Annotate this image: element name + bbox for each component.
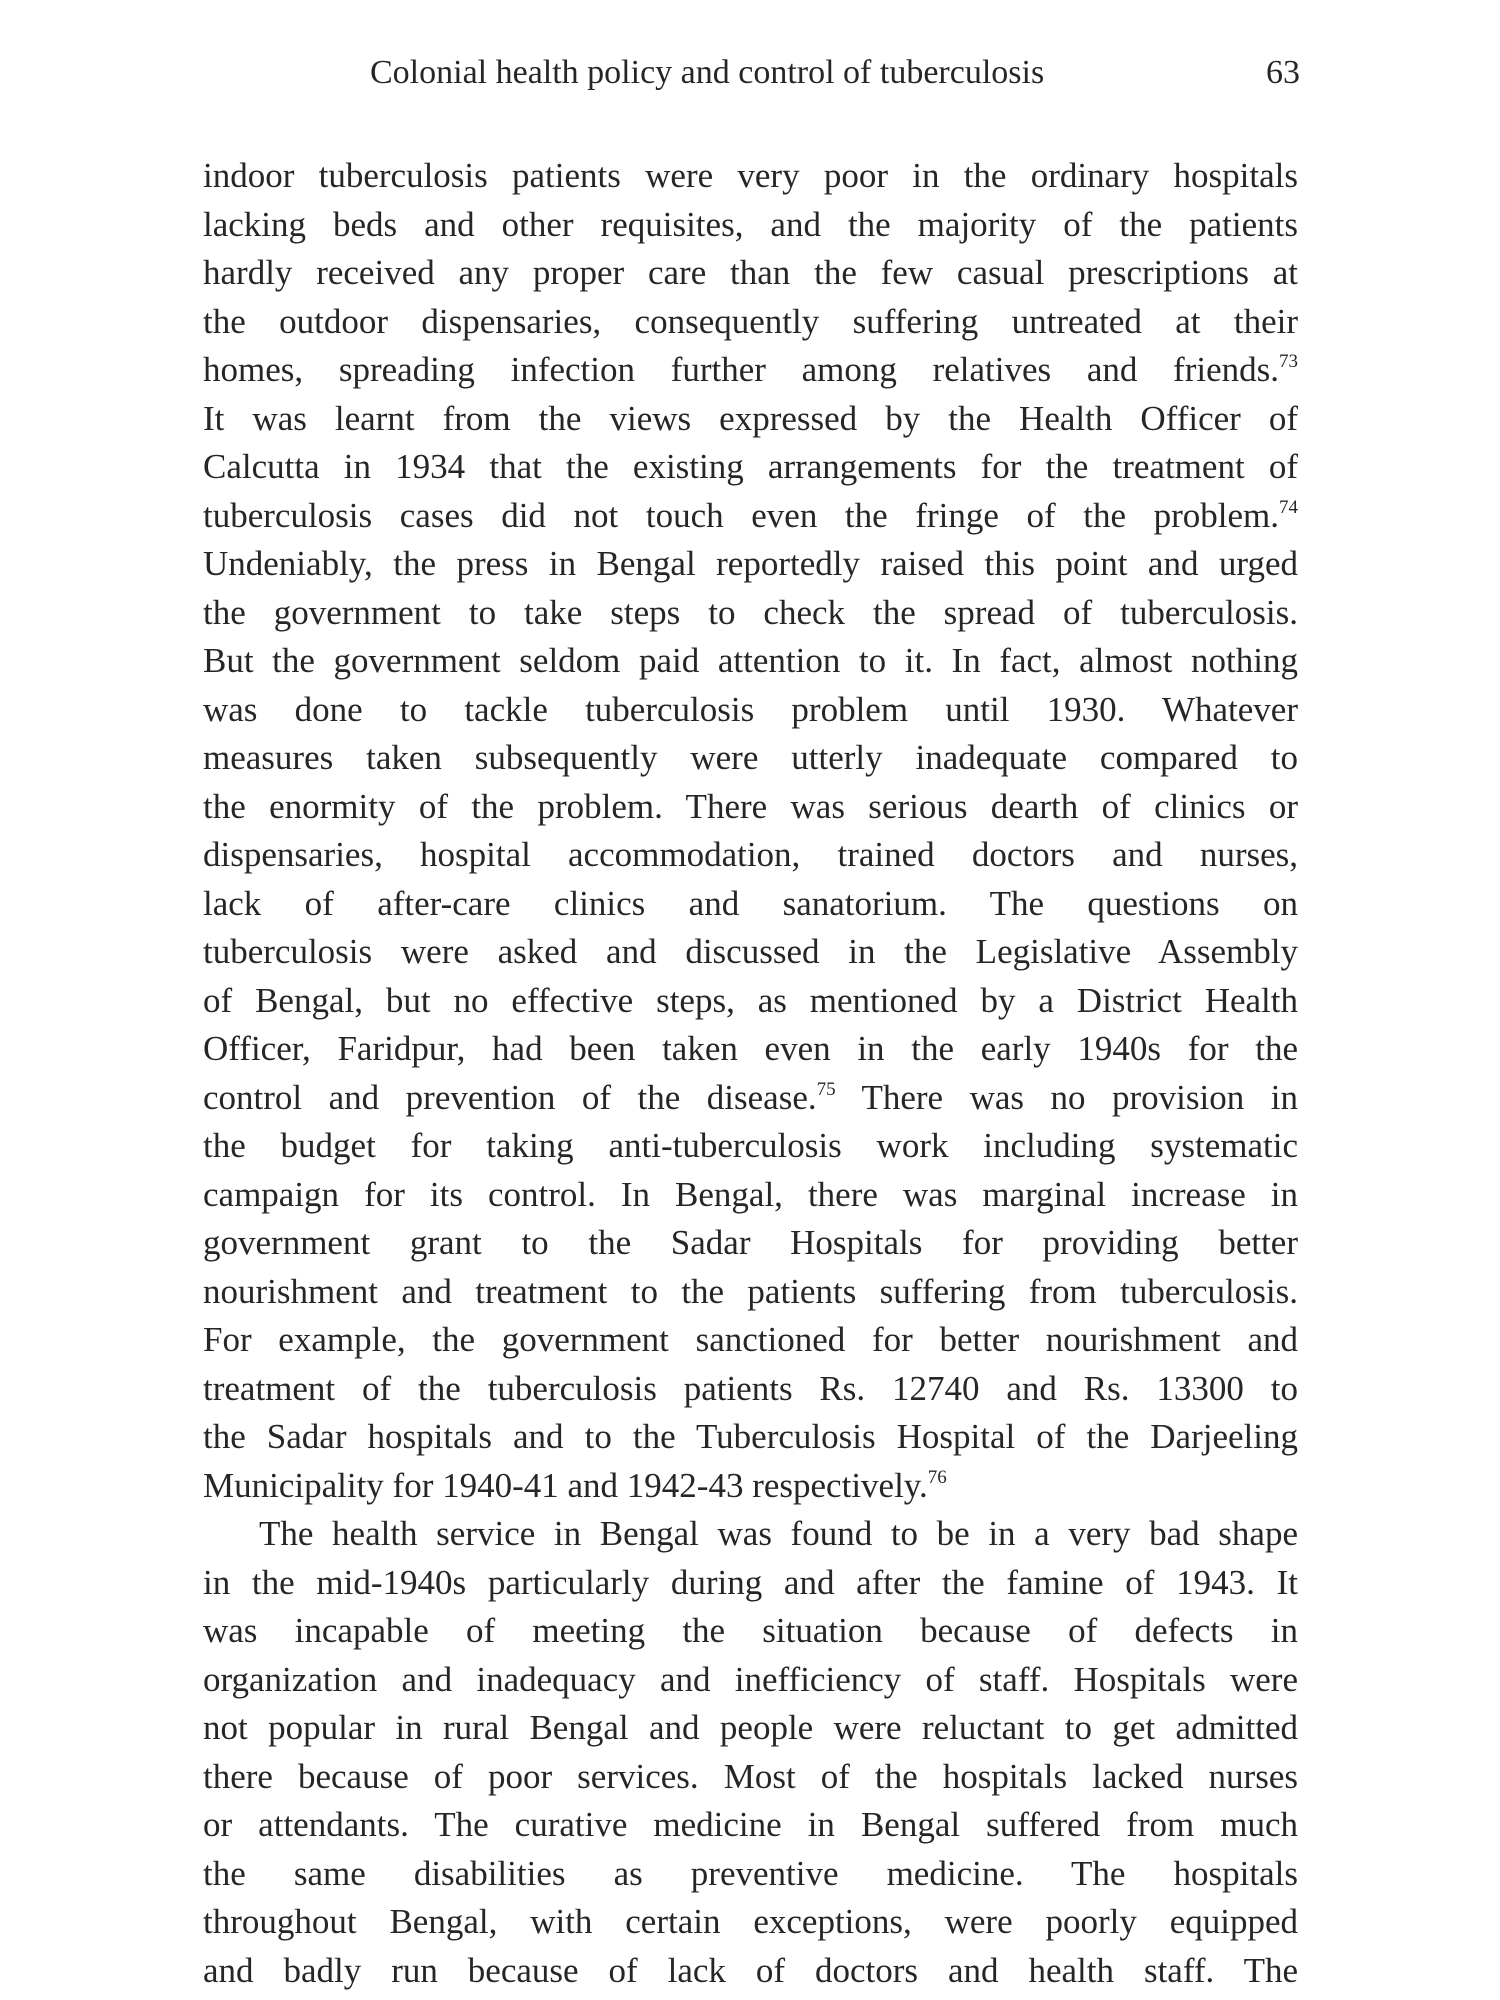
text-line xyxy=(203,249,1298,298)
text-line xyxy=(203,395,1298,444)
text-segment: dispensaries, hospital accommodation, trained doctors and nurses, xyxy=(203,835,1298,874)
text-line xyxy=(203,1413,1298,1462)
text-segment: lack of after-care clinics and sanatorium. The questions on xyxy=(203,883,1298,923)
text-line xyxy=(203,1801,1298,1850)
text-line xyxy=(203,1898,1298,1947)
text-segment: organization and inadequacy and inefficiency of staff. Hospitals were xyxy=(203,1659,1298,1699)
text-segment: throughout Bengal, with certain exceptions, were poorly equipped xyxy=(203,1902,1298,1941)
text-segment: not popular in rural Bengal and people were reluctant to get admitted xyxy=(203,1708,1298,1747)
text-segment: campaign for its control. In Bengal, there was marginal increase in xyxy=(203,1174,1298,1214)
text-line xyxy=(203,443,1298,492)
footnote-ref: 76 xyxy=(927,1466,947,1488)
text-line xyxy=(203,540,1298,589)
text-segment: the enormity of the problem. There was serious dearth of clinics or xyxy=(203,786,1298,826)
footnote-ref: 74 xyxy=(1279,496,1298,518)
running-title: Colonial health policy and control of tuberculosis xyxy=(370,54,1045,91)
text-line xyxy=(203,880,1298,929)
text-line xyxy=(203,977,1298,1026)
text-segment: the same disabilities as preventive medicine. The hospitals xyxy=(203,1853,1298,1893)
text-line xyxy=(203,1122,1298,1171)
text-line xyxy=(203,637,1298,686)
text-segment: government grant to the Sadar Hospitals for providing better xyxy=(203,1223,1298,1262)
text-line xyxy=(203,928,1298,977)
text-line xyxy=(203,1947,1298,1996)
text-segment: nourishment and treatment to the patients suffering from tuberculosis. xyxy=(203,1271,1298,1311)
text-segment: Undeniably, the press in Bengal reportedly raised this point and urged xyxy=(203,544,1298,583)
body-text xyxy=(203,152,1298,1995)
footnote-ref: 73 xyxy=(1279,351,1298,372)
text-segment: tuberculosis cases did not touch even the fringe of the problem. xyxy=(203,495,1279,535)
text-segment: control and prevention of the disease. xyxy=(203,1077,817,1117)
text-segment: there because of poor services. Most of the hospitals lacked nurses xyxy=(203,1756,1298,1796)
text-line xyxy=(203,1268,1298,1317)
text-line xyxy=(203,1753,1298,1802)
text-segment: The health service in Bengal was found to be in a very bad shape xyxy=(259,1514,1298,1553)
text-line xyxy=(203,1607,1298,1656)
text-line xyxy=(203,1316,1298,1365)
text-line xyxy=(203,589,1298,638)
text-segment: and badly run because of lack of doctors and health staff. The xyxy=(203,1950,1298,1990)
text-segment: measures taken subsequently were utterly inadequate compared to xyxy=(203,738,1298,777)
text-segment: treatment of the tuberculosis patients Rs. 12740 and Rs. 13300 to xyxy=(203,1368,1298,1408)
text-segment: or attendants. The curative medicine in Bengal suffered from much xyxy=(203,1805,1298,1844)
text-segment: was incapable of meeting the situation because of defects in xyxy=(203,1611,1298,1650)
text-segment: the budget for taking anti-tuberculosis work including systematic xyxy=(203,1126,1298,1165)
footnote-ref: 75 xyxy=(816,1078,836,1100)
page-number: 63 xyxy=(1266,54,1300,91)
text-line xyxy=(203,1510,1298,1559)
text-segment: There was no provision in xyxy=(835,1077,1298,1117)
text-line xyxy=(203,734,1298,783)
text-line xyxy=(203,1025,1298,1074)
text-line xyxy=(203,831,1298,880)
text-segment: Municipality for 1940-41 and 1942-43 respectively. xyxy=(203,1465,928,1505)
text-segment: Calcutta in 1934 that the existing arrangements for the treatment of xyxy=(203,447,1298,486)
text-segment: But the government seldom paid attention to it. In fact, almost nothing xyxy=(203,641,1298,680)
text-segment: was done to tackle tuberculosis problem until 1930. Whatever xyxy=(203,689,1298,729)
text-segment: of Bengal, but no effective steps, as mentioned by a District Health xyxy=(203,980,1298,1020)
text-segment: the outdoor dispensaries, consequently suffering untreated at their xyxy=(203,301,1298,341)
text-line xyxy=(203,1171,1298,1220)
text-line xyxy=(203,1559,1298,1608)
text-line xyxy=(203,1219,1298,1268)
paragraph xyxy=(203,152,1298,1510)
text-segment: in the mid-1940s particularly during and after the famine of 1943. It xyxy=(203,1562,1298,1602)
text-segment: lacking beds and other requisites, and the majority of the patients xyxy=(203,204,1298,244)
text-line xyxy=(203,1462,1298,1511)
text-line xyxy=(203,783,1298,832)
text-line xyxy=(203,298,1298,347)
text-segment: the Sadar hospitals and to the Tuberculosis Hospital of the Darjeeling xyxy=(203,1417,1298,1456)
running-head xyxy=(370,48,1300,98)
text-segment: indoor tuberculosis patients were very poor in the ordinary hospitals xyxy=(203,156,1298,195)
text-line xyxy=(203,1074,1298,1123)
text-segment: tuberculosis were asked and discussed in the Legislative Assembly xyxy=(203,932,1298,971)
text-line xyxy=(203,1656,1298,1705)
text-segment: the government to take steps to check the spread of tuberculosis. xyxy=(203,592,1298,632)
text-line xyxy=(203,152,1298,201)
text-segment: hardly received any proper care than the few casual prescriptions at xyxy=(203,253,1298,292)
text-segment: For example, the government sanctioned for better nourishment and xyxy=(203,1320,1298,1359)
text-line xyxy=(203,1850,1298,1899)
text-line xyxy=(203,201,1298,250)
text-line xyxy=(203,686,1298,735)
text-segment: homes, spreading infection further among relatives and friends. xyxy=(203,350,1279,389)
paragraph xyxy=(203,1510,1298,1995)
text-segment: It was learnt from the views expressed by the Health Officer of xyxy=(203,398,1298,438)
text-segment: Officer, Faridpur, had been taken even in the early 1940s for the xyxy=(203,1029,1298,1068)
text-line xyxy=(203,1704,1298,1753)
text-line xyxy=(203,1365,1298,1414)
text-line xyxy=(203,346,1298,395)
text-line xyxy=(203,492,1298,541)
